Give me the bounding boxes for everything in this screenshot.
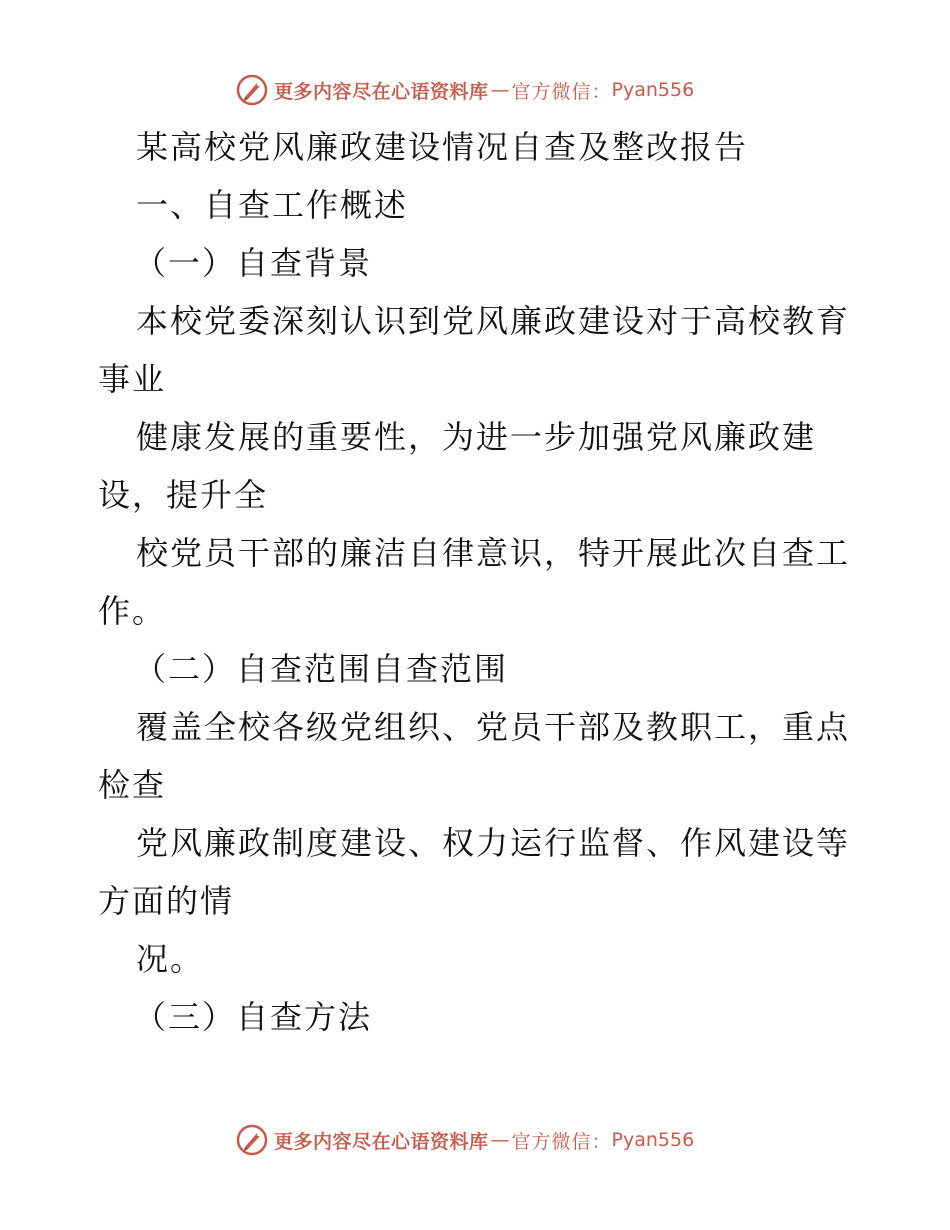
paragraph-line: 设，提升全 [98,476,269,514]
paragraph-line: 党风廉政制度建设、权力运行监督、作风建设等 [136,824,851,862]
watermark-label: 官方微信： [511,1130,612,1153]
subsection-heading: （一）自查背景 [134,244,373,282]
section-heading: 一、自查工作概述 [136,186,409,224]
subsection-heading: （三）自查方法 [134,998,373,1036]
watermark-label: 官方微信： [511,80,612,103]
watermark-separator: — [490,79,510,101]
paragraph-line: 检查 [98,766,167,804]
footer-watermark [236,1122,694,1158]
paragraph-line: 况。 [136,940,205,978]
header-watermark [236,72,694,108]
subsection-heading: （二）自查范围自查范围 [134,650,509,688]
pen-logo-icon [236,1124,268,1156]
paragraph-line: 校党员干部的廉洁自律意识，特开展此次自查工 [136,534,851,572]
paragraph-line: 事业 [98,360,167,398]
document-title: 某高校党风廉政建设情况自查及整改报告 [136,128,749,166]
paragraph-line: 作。 [98,592,167,630]
watermark-wechat-id: Pyan556 [611,79,695,101]
paragraph-line: 方面的情 [98,882,235,920]
paragraph-line: 健康发展的重要性，为进一步加强党风廉政建 [136,418,817,456]
watermark-site-text: 更多内容尽在心语资料库 [274,1130,489,1153]
watermark-wechat-id: Pyan556 [611,1129,695,1151]
pen-logo-icon [236,74,268,106]
watermark-separator: — [490,1129,510,1151]
paragraph-line: 覆盖全校各级党组织、党员干部及教职工，重点 [136,708,851,746]
paragraph-line: 本校党委深刻认识到党风廉政建设对于高校教育 [136,302,851,340]
watermark-site-text: 更多内容尽在心语资料库 [274,80,489,103]
document-body [98,118,858,1046]
